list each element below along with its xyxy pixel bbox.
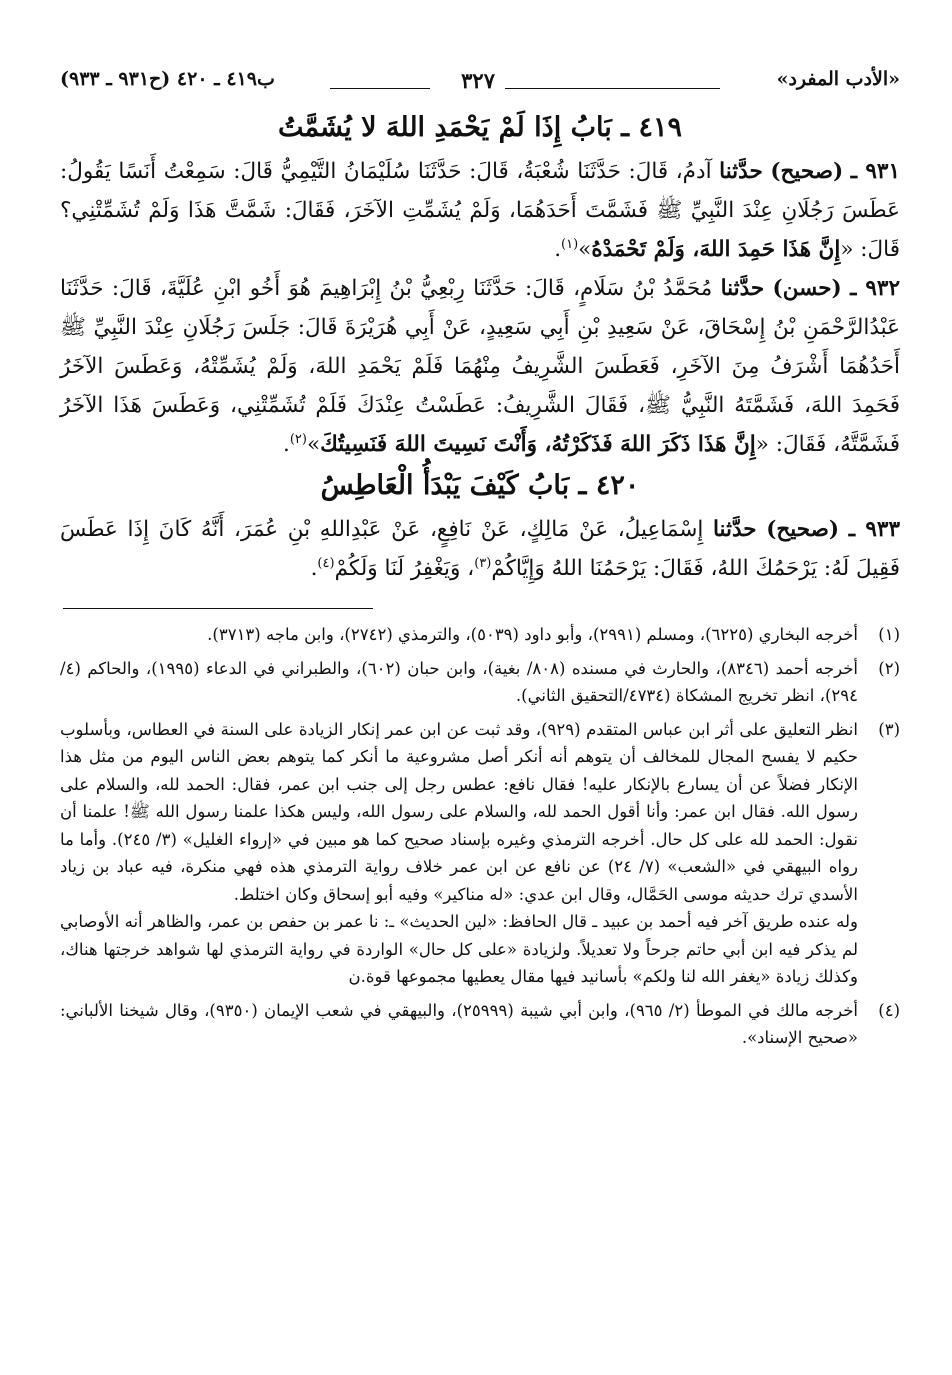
footnote-text: أخرجه أحمد (٨٣٤٦)، والحارث في مسنده (٨٠٨/ بغية)، وابن حبان (٦٠٢)، والطبراني في الدعاء (١٩٩٥)، والحاكم (٤/ ٢٩٤)، انظر تخريج المشكاة (٤٧٣٤/التحقيق الثاني). [60, 658, 858, 705]
footnote-4 [60, 997, 900, 1052]
hadith-933 [60, 510, 900, 588]
header-rule-left [330, 88, 430, 89]
footnote-ref-4[interactable]: (٤) [317, 555, 335, 571]
footnote-number: (١) [878, 625, 900, 644]
hadith-text-cont: ، وَيَغْفِرُ لَنَا وَلَكُمْ [334, 556, 475, 581]
footnote-ref-3[interactable]: (٣) [474, 555, 492, 571]
book-page [60, 60, 900, 1350]
narration-word: حدَّثنا [720, 276, 765, 301]
footnote-number: (٢) [878, 658, 900, 678]
narration-word: حدَّثنا [712, 517, 757, 542]
prophetic-saying: إِنَّ هَذَا حَمِدَ اللهَ، وَلَمْ تَحْمَدْهُ [591, 237, 841, 262]
footnote-number: (٣) [878, 719, 900, 739]
hadith-text: إِسْمَاعِيلُ، عَنْ مَالِكٍ، عَنْ نَافِعٍ، عَنْ عَبْدِاللهِ بْنِ عُمَرَ، أَنَّهُ كَانَ إِذَا عَطَسَ فَقِيلَ لَهُ: يَرْحَمُكَ اللهُ، فَقَالَ: يَرْحَمُنَا اللهُ وَإِيَّاكُمْ [60, 517, 900, 581]
chapter-title-419: ٤١٩ ـ بَابُ إِذَا لَمْ يَحْمَدِ اللهَ لا يُشَمَّتُ [278, 112, 682, 143]
footnote-text: وله عنده طريق آخر فيه أحمد بن عبيد ـ قال الحافظ: «لين الحديث» ـ: نا عمر بن حفص بن عمر، والظاهر أنه الأوصابي لم يذكر فيه ابن أبي حاتم جرحاً ولا تعديلاً. ولزيادة «على كل حال» الواردة في رواية الترمذي لها شواهد خرجتها هناك، وكذلك زيادة «يغفر الله لنا ولكم» بأسانيد فيها مقال يعطيها مجموعها قوة.ن [60, 912, 858, 986]
hadith-grade: (صحيح) [766, 517, 840, 542]
hadith-text: مُحَمَّدُ بْنُ سَلَامٍ، قَالَ: حَدَّثَنَا رِبْعِيُّ بْنُ إِبْرَاهِيمَ هُوَ أَخُو ابْنِ عُلَيَّةَ، قَالَ: حَدَّثَنَا عَبْدُالرَّحْمَنِ بْنُ إِسْحَاقَ، عَنْ سَعِيدِ بْنِ أَبِي سَعِيدٍ، عَنْ أَبِي هُرَيْرَةَ قَالَ: جَلَسَ رَجُلَانِ عِنْدَ النَّبِيِّ ﷺ أَحَدُهُمَا أَشْرَفُ مِنَ الآخَرِ، فَعَطَسَ الشَّرِيفُ مِنْهُمَا فَلَمْ يَحْمَدِ اللهَ، وَلَمْ يُشَمِّتْهُ، وَعَطَسَ الآخَرُ فَحَمِدَ اللهَ، فَشَمَّتَهُ النَّبِيُّ ﷺ، فَقَالَ الشَّرِيفُ: عَطَسْتُ عِنْدَكَ فَلَمْ تُشَمِّتْنِي، وَعَطَسَ هَذَا الآخَرُ فَشَمَّتَّهُ، فَقَالَ: « [60, 276, 900, 457]
footnote-body [60, 997, 858, 1052]
footnote-ref-1[interactable]: (١) [561, 236, 579, 252]
footnote-1 [60, 621, 900, 649]
quote-close: » [306, 432, 321, 457]
chapter-title-420: ٤٢٠ ـ بَابُ كَيْفَ يَبْدَأُ الْعَاطِسُ [320, 470, 640, 501]
hadith-number: ٩٣٢ ـ [850, 276, 900, 301]
footnote-body [60, 655, 858, 710]
hadith-text: آدمُ، قَالَ: حَدَّثَنَا شُعْبَةُ، قَالَ: حَدَّثَنَا سُلَيْمَانُ التَّيْمِيُّ قَالَ: سَمِعْتُ أَنَسًا يَقُولُ: عَطَسَ رَجُلَانِ عِنْدَ النَّبِيِّ ﷺ فَشَمَّتَ أَحَدَهُمَا، وَلَمْ يُشَمِّتِ الآخَرَ، فَقَالَ: شَمَّتَّ هَذَا وَلَمْ تُشَمِّتْنِي؟ قَالَ: « [60, 159, 900, 262]
footnote-text: أخرجه البخاري (٦٢٢٥)، ومسلم (٢٩٩١)، وأبو داود (٥٠٣٩)، والترمذي (٢٧٤٢)، وابن ماجه (٣٧١٣). [207, 625, 858, 644]
footnote-body [60, 716, 858, 991]
footnote-separator [63, 608, 373, 609]
hadith-number: ٩٣٣ ـ [848, 517, 900, 542]
footnotes [60, 621, 900, 1052]
hadith-grade: (حسن) [772, 276, 842, 301]
footnote-2 [60, 655, 900, 710]
footnote-number: (٤) [878, 1000, 900, 1020]
hadith-grade: (صحيح) [770, 159, 844, 184]
footnote-ref-2[interactable]: (٢) [289, 431, 307, 447]
hadith-end: . [554, 237, 562, 262]
book-title: «الأدب المفرد» [776, 68, 900, 90]
narration-word: حدَّثنا [719, 159, 763, 184]
running-header [60, 60, 900, 106]
chapter-hadith-range: ب٤١٩ ـ ٤٢٠ (ح٩٣١ ـ ٩٣٣) [60, 68, 275, 90]
hadith-end: . [310, 556, 318, 581]
footnote-text: انظر التعليق على أثر ابن عباس المتقدم (٩٢٩)، وقد ثبت عن ابن عمر إنكار الزيادة على السنة في العطاس، وبأسلوب حكيم لا يفسح المجال للمخالف أن يتوهم أنه أنكر أصل مشروعية ما أنكر كما يتوهم بعض الناس اليوم من مثل هذا الإنكار فضلاً عن أن يسارع بالإنكار عليه! فقال نافع: عطس رجل إلى جنب ابن عمر، فقال: الحمد لله، والسلام على رسول الله. فقال ابن عمر: وأنا أقول الحمد لله، والسلام على رسول الله، وليس هكذا علمنا رسول الله ﷺ! علمنا أن نقول: الحمد لله على كل حال. أخرجه الترمذي وغيره بإسناد صحيح كما هو مبين في «إرواء الغليل» (٣/ ٢٤٥). وأما ما رواه البيهقي في «الشعب» (٧/ ٢٤) عن نافع عن ابن عمر خلاف رواية الترمذي هذه فهي منكرة، فيه عباد بن زياد الأسدي ترك حديثه موسى الحَمَّال، وقال ابن عدي: «له مناكير» وفيه أبو إسحاق وكان اختلط. [60, 719, 858, 904]
hadith-number: ٩٣١ ـ [850, 159, 900, 184]
hadith-end: . [283, 432, 290, 457]
footnote-3 [60, 716, 900, 991]
hadith-932 [60, 269, 900, 464]
header-rule-right [505, 88, 720, 89]
footnote-text: أخرجه مالك في الموطأ (٢/ ٩٦٥)، وابن أبي شيبة (٢٥٩٩٩)، والبيهقي في شعب الإيمان (٩٣٥٠)، وقال شيخنا الألباني: «صحيح الإسناد». [60, 1000, 858, 1047]
page-number: ٣٢٧ [461, 68, 495, 93]
hadith-931 [60, 152, 900, 269]
prophetic-saying: إِنَّ هَذَا ذَكَرَ اللهَ فَذَكَرْتُهُ، وَأَنْتَ نَسِيتَ اللهَ فَنَسِيتُكَ [320, 432, 756, 457]
footnote-body [60, 621, 858, 649]
quote-close: » [578, 237, 592, 262]
